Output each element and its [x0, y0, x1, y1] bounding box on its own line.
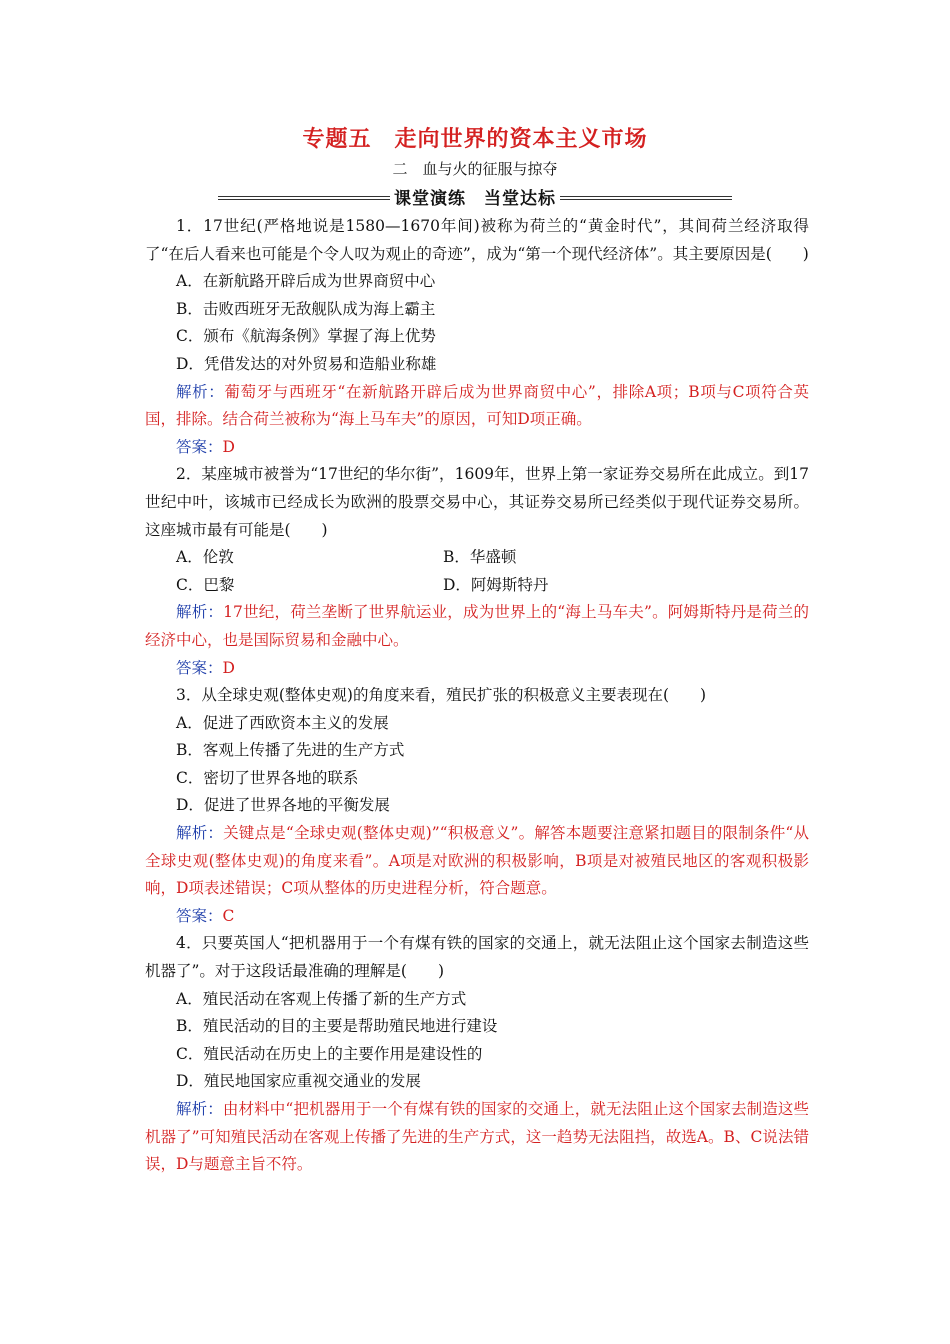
question-stem: 3．从全球史观(整体史观)的角度来看，殖民扩张的积极意义主要表现在( ): [176, 686, 707, 705]
answer-label: 答案：: [176, 658, 223, 677]
answer-value: D: [222, 658, 235, 677]
banner-right-rule: [560, 196, 732, 197]
analysis-text: 由材料中“把机器用于一个有煤有铁的国家的交通上，就无法阻止这个国家去制造这些机器了”可知殖民活动在客观上传播了先进的生产方式，这一趋势无法阻挡，故选A。B、C说法错误，D与题意主旨不符。: [145, 1100, 809, 1174]
option-d: D．阿姆斯特丹: [443, 575, 549, 594]
section-banner: [218, 184, 732, 208]
analysis-label: 解析：: [176, 382, 225, 401]
question-stem: 4．只要英国人“把机器用于一个有煤有铁的国家的交通上，就无法阻止这个国家去制造这些机器了”。对于这段话最准确的理解是( ): [145, 934, 809, 981]
analysis: [145, 1096, 809, 1179]
question-stem: 2．某座城市被誉为“17世纪的华尔街”，1609年，世界上第一家证券交易所在此成立。到17世纪中叶，该城市已经成长为欧洲的股票交易中心，其证券交易所已经类似于现代证券交易所。这座城市最有可能是( ): [145, 465, 809, 539]
option-c: C．殖民活动在历史上的主要作用是建设性的: [176, 1044, 483, 1063]
analysis-text: 关键点是“全球史观(整体史观)”“积极意义”。解答本题要注意紧扣题目的限制条件“从全球史观(整体史观)的角度来看”。A项是对欧洲的积极影响，B项是对被殖民地区的客观积极影响，D项表述错误；C项从整体的历史进程分析，符合题意。: [145, 824, 809, 898]
analysis: [145, 820, 809, 903]
option-a: A．在新航路开辟后成为世界商贸中心: [176, 272, 436, 291]
option-b: B．华盛顿: [443, 548, 517, 567]
option-d: D．凭借发达的对外贸易和造船业称雄: [176, 354, 437, 373]
option-a: A．促进了西欧资本主义的发展: [176, 713, 389, 732]
question-1: [145, 213, 809, 461]
answer: [145, 434, 809, 462]
analysis-text: 17世纪，荷兰垄断了世界航运业，成为世界上的“海上马车夫”。阿姆斯特丹是荷兰的经济中心，也是国际贸易和金融中心。: [145, 603, 809, 649]
banner-left-rule: [218, 196, 390, 197]
analysis: [145, 379, 809, 434]
option-d: D．促进了世界各地的平衡发展: [176, 796, 390, 815]
question-2: [145, 461, 809, 682]
answer-label: 答案：: [176, 906, 223, 925]
answer: [145, 655, 809, 683]
option-c: C．巴黎: [176, 575, 235, 594]
options-row: [145, 572, 809, 600]
option-a: A．伦敦: [176, 548, 234, 567]
answer: [145, 903, 809, 931]
section-subtitle: 二 血与火的征服与掠夺: [392, 160, 558, 178]
option-a: A．殖民活动在客观上传播了新的生产方式: [176, 989, 467, 1008]
banner-text: 课堂演练 当堂达标: [394, 188, 556, 209]
option-d: D．殖民地国家应重视交通业的发展: [176, 1072, 421, 1091]
answer-value: C: [222, 906, 235, 925]
option-b: B．客观上传播了先进的生产方式: [176, 741, 405, 760]
analysis-text: 葡萄牙与西班牙“在新航路开辟后成为世界商贸中心”，排除A项；B项与C项符合英国，排除。结合荷兰被称为“海上马车夫”的原因，可知D项正确。: [145, 382, 809, 429]
option-b: B．殖民活动的目的主要是帮助殖民地进行建设: [176, 1017, 498, 1036]
analysis: [145, 599, 809, 654]
analysis-label: 解析：: [176, 1100, 223, 1118]
question-3: [145, 682, 809, 930]
analysis-label: 解析：: [176, 603, 224, 622]
question-stem: 1．17世纪(严格地说是1580—1670年间)被称为荷兰的“黄金时代”，其间荷兰经济取得了“在后人看来也可能是个令人叹为观止的奇迹”，成为“第一个现代经济体”。其主要原因是( ): [145, 217, 809, 263]
option-b: B．击败西班牙无敌舰队成为海上霸主: [176, 299, 436, 318]
answer-value: D: [222, 437, 235, 456]
page-title: 专题五 走向世界的资本主义市场: [302, 127, 648, 152]
answer-label: 答案：: [176, 437, 223, 456]
question-4: [145, 930, 809, 1178]
option-c: C．密切了世界各地的联系: [176, 768, 359, 787]
question-list: [145, 213, 809, 1179]
analysis-label: 解析：: [176, 824, 224, 843]
options-row: [145, 544, 809, 572]
option-c: C．颁布《航海条例》掌握了海上优势: [176, 327, 436, 346]
